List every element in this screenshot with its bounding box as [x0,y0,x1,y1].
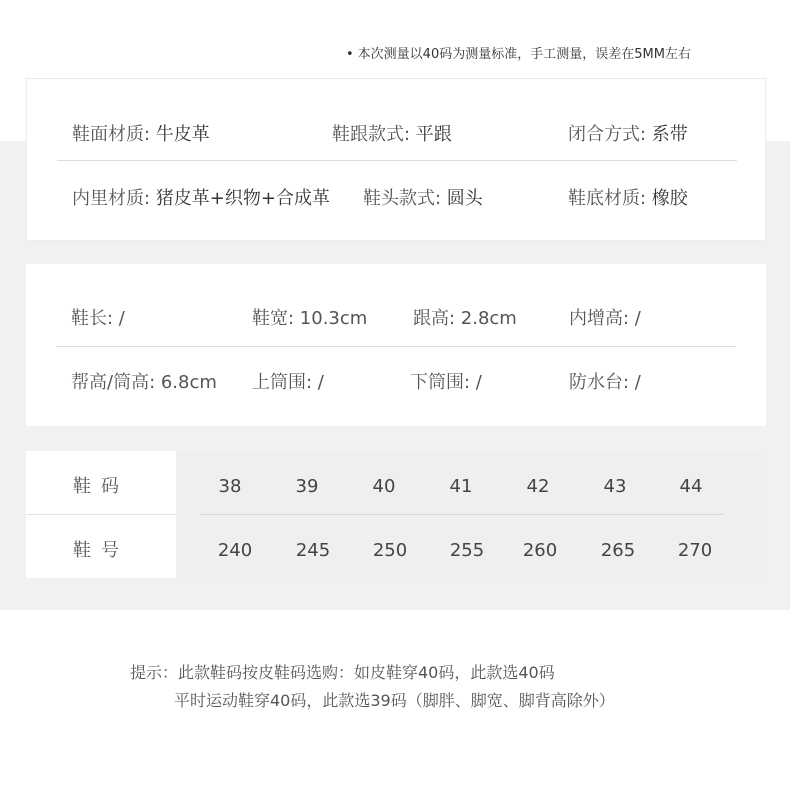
shaft-height: 帮高/筒高: 6.8cm [71,372,217,393]
upper-girth: 上筒围: / [252,372,324,393]
eu-size-39: 39 [295,476,319,497]
closure-type-label: 闭合方式: [568,124,652,145]
eu-size-44: 44 [679,476,703,497]
upper-material-value: 牛皮革 [155,124,210,145]
mm-size-250: 250 [372,540,408,561]
mm-size-240: 240 [217,540,253,561]
bullet-icon: • [346,47,354,62]
sole-material-value: 橡胶 [651,188,688,209]
size-values-panel [176,451,766,578]
header-divider [26,514,176,515]
size-table [26,451,766,578]
materials-divider [57,160,737,161]
materials-card [26,78,766,241]
sole-material-label: 鞋底材质: [568,188,652,209]
lining-material-label: 内里材质: [72,188,156,209]
measurements-divider [56,346,736,347]
mm-size-header: 鞋号 [73,540,129,561]
eu-size-43: 43 [603,476,627,497]
closure-type-value: 系带 [651,124,688,145]
lining-material [72,184,330,210]
size-values-divider [200,514,724,515]
eu-size-38: 38 [218,476,242,497]
measurements-card [26,264,766,426]
sole-material [568,184,688,210]
eu-size-42: 42 [526,476,550,497]
inner-lift: 内增高: / [569,308,641,329]
heel-style [332,120,452,146]
shoe-length: 鞋长: / [71,308,125,329]
mm-size-245: 245 [295,540,331,561]
mm-size-270: 270 [677,540,713,561]
mm-size-260: 260 [522,540,558,561]
upper-material-label: 鞋面材质: [72,124,156,145]
lower-girth: 下筒围: / [410,372,482,393]
size-tip-line-1: 提示：此款鞋码按皮鞋码选购：如皮鞋穿40码，此款选40码 [130,663,555,682]
heel-height: 跟高: 2.8cm [413,308,517,329]
eu-size-header: 鞋码 [73,476,129,497]
size-tip-line-2: 平时运动鞋穿40码，此款选39码（脚胖、脚宽、脚背高除外） [174,691,615,710]
platform: 防水台: / [569,372,641,393]
heel-style-value: 平跟 [415,124,452,145]
shoe-width: 鞋宽: 10.3cm [252,308,368,329]
heel-style-label: 鞋跟款式: [332,124,416,145]
measurement-note [346,43,762,62]
lining-material-value: 猪皮革+织物+合成革 [155,188,330,209]
mm-size-255: 255 [449,540,485,561]
toe-style [363,184,483,210]
mm-size-265: 265 [600,540,636,561]
eu-size-40: 40 [372,476,396,497]
upper-material [72,120,210,146]
closure-type [568,120,688,146]
toe-style-label: 鞋头款式: [363,188,447,209]
toe-style-value: 圆头 [446,188,483,209]
measurement-note-text: 本次测量以40码为测量标准，手工测量，误差在5MM左右 [357,47,691,62]
eu-size-41: 41 [449,476,473,497]
